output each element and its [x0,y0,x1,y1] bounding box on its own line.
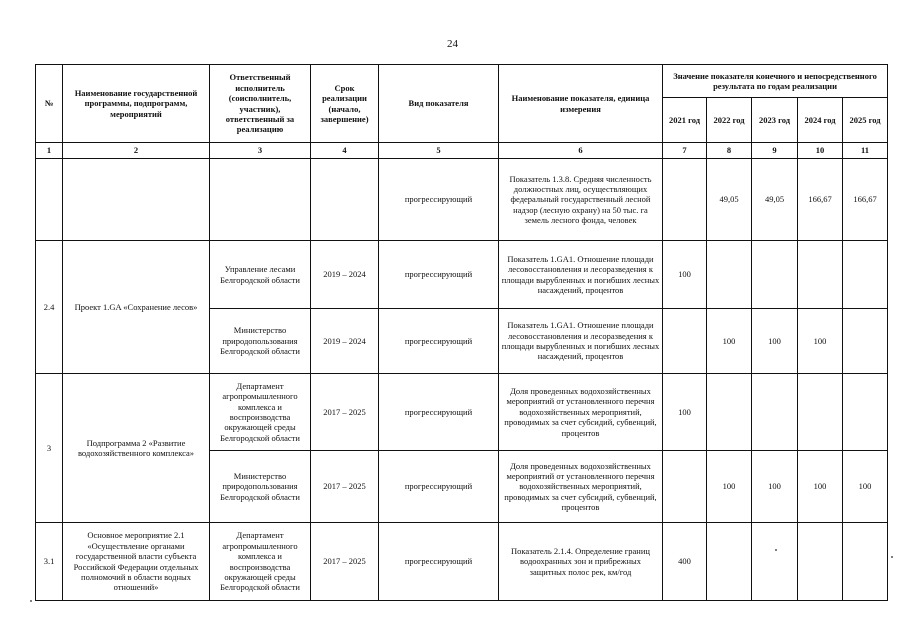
row-program-cell: Проект 1.GA «Сохранение лесов» [63,241,210,374]
row-value-cell [752,523,798,601]
row-num-cell [36,159,63,241]
row-type-cell: прогрессирующий [379,523,499,601]
row-value-cell [663,451,707,523]
table-row [36,159,888,241]
row-period-cell: 2017 – 2025 [311,451,379,523]
row-value-cell [707,241,752,309]
row-value-cell: 100 [752,309,798,374]
column-number: 3 [210,143,311,159]
column-number: 8 [707,143,752,159]
header-year: 2022 год [707,98,752,143]
column-number: 9 [752,143,798,159]
header-year: 2024 год [798,98,843,143]
row-indicator-cell: Показатель 1.3.8. Средняя численность должностных лиц, осуществляющих федеральный государственный лесной надзор (лесную охрану) на 50 тыс. га земель лесного фонда, человек [499,159,663,241]
row-value-cell [843,523,888,601]
header-executor: Ответственный исполнитель (соисполнитель, участник), ответственный за реализацию [210,65,311,143]
row-value-cell: 49,05 [752,159,798,241]
row-value-cell [843,241,888,309]
row-period-cell: 2017 – 2025 [311,523,379,601]
page-number: 24 [447,38,458,50]
row-executor-cell: Министерство природопользования Белгородской области [210,309,311,374]
row-value-cell: 100 [707,309,752,374]
row-period-cell [311,159,379,241]
row-indicator-cell: Доля проведенных водохозяйственных мероприятий от установленного перечня водохозяйственных мероприятий, проводимых за счет субсидий, субвенций, процентов [499,451,663,523]
row-num-cell: 2.4 [36,241,63,374]
row-value-cell [843,374,888,451]
header-values-group: Значение показателя конечного и непосредственного результата по годам реализации [663,65,888,98]
header-year: 2021 год [663,98,707,143]
row-value-cell [843,309,888,374]
row-type-cell: прогрессирующий [379,374,499,451]
row-period-cell: 2017 – 2025 [311,374,379,451]
row-value-cell: 100 [663,374,707,451]
header-program: Наименование государственной программы, подпрограмм, мероприятий [63,65,210,143]
scan-speck [30,600,32,602]
indicator-table [35,64,888,601]
row-program-cell [63,159,210,241]
row-value-cell: 100 [707,451,752,523]
row-value-cell [663,309,707,374]
row-indicator-cell: Показатель 1.GA1. Отношение площади лесовосстановления и лесоразведения к площади вырубленных и погибших лесных насаждений, процентов [499,241,663,309]
row-executor-cell: Управление лесами Белгородской области [210,241,311,309]
row-type-cell: прогрессирующий [379,451,499,523]
row-value-cell: 400 [663,523,707,601]
header-indicator-name: Наименование показателя, единица измерения [499,65,663,143]
row-value-cell [707,374,752,451]
scan-speck [891,556,893,558]
row-program-cell: Подпрограмма 2 «Развитие водохозяйственного комплекса» [63,374,210,523]
row-period-cell: 2019 – 2024 [311,309,379,374]
row-type-cell: прогрессирующий [379,241,499,309]
row-value-cell: 100 [663,241,707,309]
row-executor-cell: Департамент агропромышленного комплекса и воспроизводства окружающей среды Белгородской области [210,374,311,451]
column-number: 5 [379,143,499,159]
row-value-cell: 100 [843,451,888,523]
table-row [36,374,888,451]
column-number: 11 [843,143,888,159]
row-value-cell: 100 [798,451,843,523]
row-value-cell: 166,67 [843,159,888,241]
row-value-cell: 100 [752,451,798,523]
table-row [36,523,888,601]
row-value-cell [663,159,707,241]
column-number: 10 [798,143,843,159]
row-value-cell [752,374,798,451]
header-indicator-type: Вид показателя [379,65,499,143]
row-executor-cell: Министерство природопользования Белгородской области [210,451,311,523]
column-number: 7 [663,143,707,159]
row-executor-cell: Департамент агропромышленного комплекса и воспроизводства окружающей среды Белгородской области [210,523,311,601]
column-number: 2 [63,143,210,159]
row-value-cell [752,241,798,309]
row-value-cell [798,374,843,451]
column-number: 1 [36,143,63,159]
header-year: 2023 год [752,98,798,143]
row-value-cell: 49,05 [707,159,752,241]
header-period: Срок реализации (начало, завершение) [311,65,379,143]
column-number: 6 [499,143,663,159]
header-year: 2025 год [843,98,888,143]
table-row [36,241,888,309]
row-value-cell [707,523,752,601]
row-period-cell: 2019 – 2024 [311,241,379,309]
row-type-cell: прогрессирующий [379,309,499,374]
row-program-cell: Основное мероприятие 2.1 «Осуществление органами государственной власти субъекта Российской Федерации отдельных полномочий в области водных отношений» [63,523,210,601]
row-value-cell: 166,67 [798,159,843,241]
row-type-cell: прогрессирующий [379,159,499,241]
row-value-cell [798,523,843,601]
column-number: 4 [311,143,379,159]
scan-speck [775,549,777,551]
row-value-cell: 100 [798,309,843,374]
row-executor-cell [210,159,311,241]
row-indicator-cell: Доля проведенных водохозяйственных мероприятий от установленного перечня водохозяйственных мероприятий, проводимых за счет субсидий, субвенций, процентов [499,374,663,451]
row-indicator-cell: Показатель 2.1.4. Определение границ водоохранных зон и прибрежных защитных полос рек, км/год [499,523,663,601]
row-indicator-cell: Показатель 1.GA1. Отношение площади лесовосстановления и лесоразведения к площади вырубленных и погибших лесных насаждений, процентов [499,309,663,374]
row-value-cell [798,241,843,309]
header-num: № [36,65,63,143]
row-num-cell: 3.1 [36,523,63,601]
row-num-cell: 3 [36,374,63,523]
